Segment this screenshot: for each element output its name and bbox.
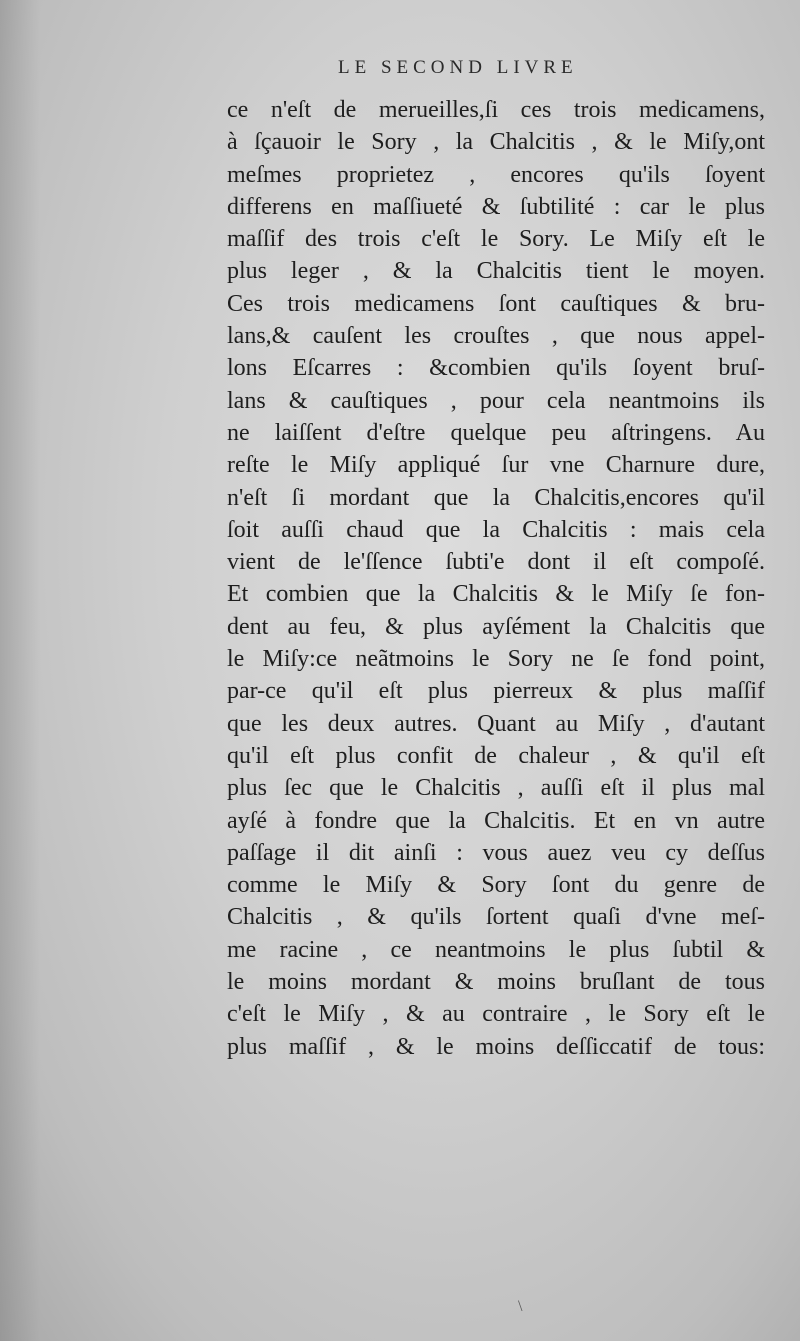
running-head: LE SECOND LIVRE [338, 57, 578, 78]
text-line: le Miſy:ce neãtmoins le Sory ne ſe fond point, [227, 646, 765, 673]
page-mark: \ [518, 1298, 523, 1315]
text-line: plus ſec que le Chalcitis , auſſi eſt il plus mal [227, 775, 765, 802]
text-line: reſte le Miſy appliqué ſur vne Charnure dure, [227, 452, 765, 479]
text-line: plus leger , & la Chalcitis tient le moyen. [227, 258, 765, 285]
body-text [227, 94, 765, 1063]
text-line: comme le Miſy & Sory ſont du genre de [227, 872, 765, 899]
text-line: ne laiſſent d'eſtre quelque peu aſtringens. Au [227, 419, 765, 446]
text-line: plus maſſif , & le moins deſſiccatif de tous: [227, 1033, 765, 1060]
text-line: n'eſt ſi mordant que la Chalcitis,encores qu'il [227, 484, 765, 511]
text-line: ce n'eſt de merueilles,ſi ces trois medicamens, [227, 97, 765, 123]
text-line: Ces trois medicamens ſont cauſtiques & bru- [227, 290, 765, 317]
text-line: que les deux autres. Quant au Miſy , d'autant [227, 710, 765, 737]
text-line: paſſage il dit ainſi : vous auez veu cy deſſus [227, 839, 765, 866]
text-line: le moins mordant & moins bruſlant de tous [227, 969, 765, 996]
text-line: lons Eſcarres : &combien qu'ils ſoyent bruſ- [227, 355, 765, 382]
text-line: lans & cauſtiques , pour cela neantmoins ils [227, 387, 765, 414]
text-line: c'eſt le Miſy , & au contraire , le Sory eſt le [227, 1001, 765, 1028]
text-line: maſſif des trois c'eſt le Sory. Le Miſy eſt le [227, 226, 765, 253]
text-line: ayſé à fondre que la Chalcitis. Et en vn autre [227, 807, 765, 834]
text-line: Chalcitis , & qu'ils ſortent quaſi d'vne meſ- [227, 904, 765, 931]
text-line: vient de le'ſſence ſubti'e dont il eſt compoſé. [227, 549, 765, 576]
text-line: meſmes proprietez , encores qu'ils ſoyent [227, 161, 765, 188]
text-line: Et combien que la Chalcitis & le Miſy ſe fon- [227, 581, 765, 608]
text-line: qu'il eſt plus confit de chaleur , & qu'il eſt [227, 742, 765, 769]
text-line: me racine , ce neantmoins le plus ſubtil & [227, 936, 765, 963]
text-line: dent au feu, & plus ayſément la Chalcitis que [227, 613, 765, 640]
text-line: lans,& cauſent les crouſtes , que nous appel- [227, 323, 765, 350]
text-line: differens en maſſiueté & ſubtilité : car le plus [227, 193, 765, 220]
text-line: par-ce qu'il eſt plus pierreux & plus maſſif [227, 678, 765, 705]
text-line: ſoit auſſi chaud que la Chalcitis : mais cela [227, 516, 765, 543]
text-line: à ſçauoir le Sory , la Chalcitis , & le Miſy,ont [227, 129, 765, 156]
